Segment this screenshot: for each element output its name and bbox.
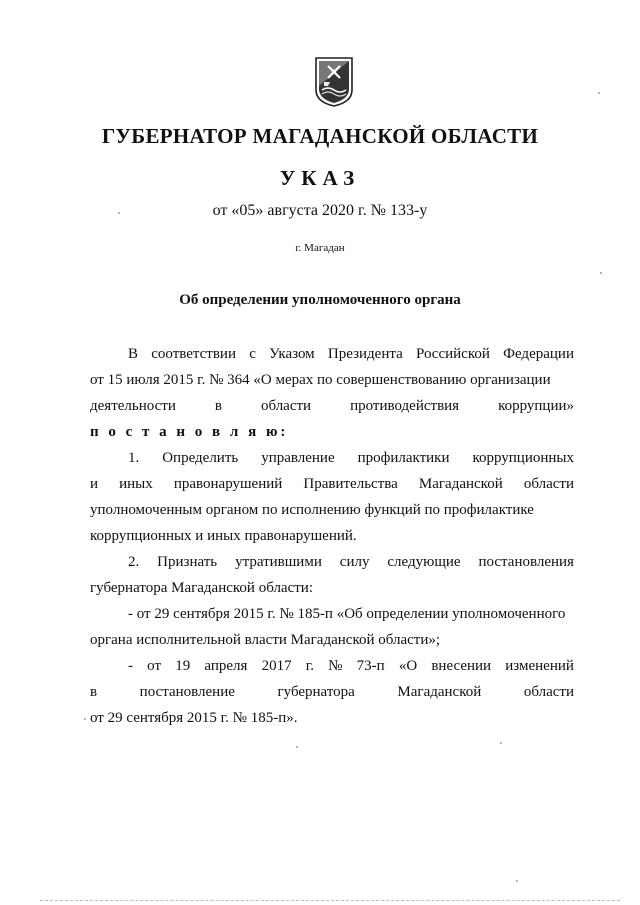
body-word: в xyxy=(214,398,222,414)
body-line xyxy=(90,421,574,443)
body-line xyxy=(90,395,574,417)
body-word: противодействия xyxy=(350,398,460,414)
body-line xyxy=(90,577,574,599)
body-word: апреля xyxy=(204,658,248,674)
body-word: утратившими xyxy=(235,554,322,570)
body-word: г. xyxy=(305,658,314,674)
body-word: постановления xyxy=(478,554,574,570)
body-word: № xyxy=(328,658,343,674)
body-word: от 29 сентября 2015 г. № 185-п». xyxy=(90,710,298,726)
page-bottom-edge xyxy=(40,900,620,901)
body-word: В xyxy=(128,346,139,362)
body-word: Магаданской xyxy=(397,684,482,700)
body-line xyxy=(128,447,574,469)
body-word: Указом xyxy=(269,346,315,362)
body-word: области xyxy=(523,476,574,492)
body-word: 19 xyxy=(175,658,191,674)
body-word: губернатора Магаданской области: xyxy=(90,580,314,596)
body-line xyxy=(128,655,574,677)
body-word: - xyxy=(128,658,133,674)
body-word: деятельности xyxy=(90,398,176,414)
body-line xyxy=(90,369,574,391)
body-word: «О xyxy=(398,658,418,674)
document-type: УКАЗ xyxy=(279,166,361,190)
body-word: коррупции» xyxy=(498,398,574,414)
body-word: от 15 июля 2015 г. № 364 «О мерах по совершенствованию организации xyxy=(90,372,551,388)
body-word: Правительства xyxy=(303,476,398,492)
body-line xyxy=(90,707,574,729)
body-word: органа исполнительной власти Магаданской области»; xyxy=(90,632,441,648)
body-word: губернатора xyxy=(277,684,355,700)
body-word: профилактики xyxy=(357,450,450,466)
body-word: постановление xyxy=(139,684,235,700)
body-word: и xyxy=(90,476,99,492)
coat-of-arms-emblem xyxy=(314,56,354,108)
body-word: силу xyxy=(339,554,370,570)
body-word: коррупционных и иных правонарушений. xyxy=(90,528,357,544)
body-word: иных xyxy=(119,476,153,492)
body-word: области xyxy=(523,684,574,700)
body-word: Российской xyxy=(415,346,490,362)
document-subject: Об определении уполномоченного органа xyxy=(179,292,461,308)
document-date-number: от «05» августа 2020 г. № 133-у xyxy=(212,202,428,219)
body-word: Магаданской xyxy=(418,476,503,492)
body-word: 2017 xyxy=(261,658,292,674)
body-word: коррупционных xyxy=(472,450,574,466)
body-line xyxy=(90,629,574,651)
body-line xyxy=(128,551,574,573)
body-word: п о с т а н о в л я ю: xyxy=(90,424,289,440)
body-word: от xyxy=(147,658,162,674)
issuer-title: ГУБЕРНАТОР МАГАДАНСКОЙ ОБЛАСТИ xyxy=(101,124,539,148)
body-word: уполномоченным органом по исполнению функций по профилактике xyxy=(90,502,534,518)
body-word: 73-п xyxy=(356,658,385,674)
body-word: изменений xyxy=(505,658,574,674)
body-word: с xyxy=(249,346,256,362)
body-word: Признать xyxy=(157,554,218,570)
body-word: Федерации xyxy=(503,346,574,362)
body-word: области xyxy=(260,398,312,414)
body-word: Президента xyxy=(327,346,403,362)
body-word: в xyxy=(90,684,98,700)
body-line xyxy=(90,499,574,521)
body-word: соответствии xyxy=(151,346,236,362)
body-line xyxy=(90,525,574,547)
body-line xyxy=(128,343,574,365)
body-word: Определить xyxy=(162,450,239,466)
body-line xyxy=(90,473,574,495)
body-word: - от 29 сентября 2015 г. № 185-п «Об определении уполномоченного xyxy=(128,606,566,622)
body-line xyxy=(90,681,574,703)
body-word: следующие xyxy=(387,554,461,570)
body-word: 1. xyxy=(128,450,140,466)
document-city: г. Магадан xyxy=(295,242,345,254)
body-word: 2. xyxy=(128,554,140,570)
body-word: управление xyxy=(261,450,335,466)
body-word: внесении xyxy=(431,658,492,674)
body-line xyxy=(128,603,574,625)
body-word: правонарушений xyxy=(173,476,283,492)
